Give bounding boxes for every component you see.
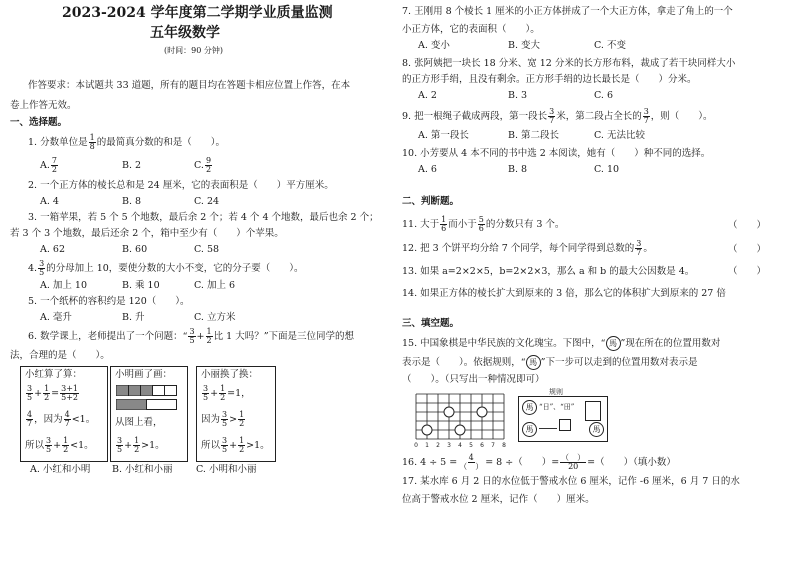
q5-option-a[interactable]: A. 毫升 [40, 312, 72, 323]
right-column [398, 0, 794, 561]
question-10: 10. 小芳要从 4 本不同的书中选 2 本阅读，她有（ ）种不同的选择。 [402, 148, 711, 159]
svg-text:3: 3 [447, 442, 451, 449]
q10-option-a[interactable]: A. 6 [418, 164, 437, 175]
svg-text:7: 7 [491, 442, 495, 449]
horse-piece-icon: 馬 [606, 336, 621, 351]
q9-option-b[interactable]: B. 第二段长 [508, 130, 560, 141]
q4-option-b[interactable]: B. 乘 10 [122, 280, 160, 291]
exam-title: 2023-2024 学年度第二学期学业质量监测 [62, 5, 333, 21]
xiaoming-line-1: 从图上看， [115, 417, 163, 428]
svg-text:4: 4 [458, 442, 462, 449]
q9-option-c[interactable]: C. 无法比较 [594, 130, 645, 141]
q3-option-c[interactable]: C. 58 [194, 244, 220, 255]
fraction: $\frac{1}{8}$ [89, 133, 95, 151]
xiaoli-fractions: $\frac{3}{5}$ + $\frac{1}{2}$ =1， [203, 384, 251, 402]
rule-legend-box [518, 388, 608, 442]
instructions-line-2: 卷上作答无效。 [10, 100, 77, 111]
rule-legend-text: “日”、“田” [539, 403, 575, 411]
section-judge-heading: 二、判断题。 [402, 196, 460, 207]
q11-answer-paren[interactable]: （ ） [728, 220, 767, 231]
svg-text:6: 6 [480, 442, 484, 449]
q10-option-c[interactable]: C. 10 [594, 164, 620, 175]
question-8-line-2: 的正方形手绢，且没有剩余。正方形手绢的边长最长是（ ）分米。 [402, 74, 697, 85]
q1-option-c[interactable]: C. $\frac{9}{2}$ [194, 156, 212, 174]
question-7-line-1: 7. 王刚用 8 个棱长 1 厘米的小正方体拼成了一个大正方体，拿走了角上的一个 [402, 6, 733, 17]
q5-option-c[interactable]: C. 立方米 [194, 312, 236, 323]
section-fill-heading: 三、填空题。 [402, 318, 460, 329]
q8-option-a[interactable]: A. 2 [418, 90, 437, 101]
question-7-line-2: 小正方体，它的表面积（ ）。 [402, 24, 540, 35]
q9-option-a[interactable]: A. 第一段长 [418, 130, 469, 141]
bar-diagram [116, 385, 182, 411]
q2-option-c[interactable]: C. 24 [194, 196, 220, 207]
xiaoming-box [110, 366, 188, 462]
xiaoli-line-2: 所以 $\frac{3}{5}$ + $\frac{1}{2}$ >1。 [201, 436, 270, 454]
question-17-line-1: 17. 某水库 6 月 2 日的水位低于警戒水位 6 厘米，记作 -6 厘米，6 月 7 日的水 [402, 476, 740, 487]
horse-piece-icon: 馬 [589, 422, 604, 437]
q8-option-b[interactable]: B. 3 [508, 90, 528, 101]
q7-option-c[interactable]: C. 不变 [594, 40, 626, 51]
question-3-line-1: 3. 一箱苹果，若 5 个 5 个地数，最后余 2 个；若 4 个 4 个地数，最后也余 2 个； [28, 212, 379, 223]
rule-legend-title: 规则 [549, 388, 563, 396]
q2-option-a[interactable]: A. 4 [40, 196, 59, 207]
q4-option-a[interactable]: A. 加上 10 [40, 280, 88, 291]
horse-piece-icon-2: 馬 [526, 355, 541, 370]
question-3-line-2: 若 3 个 3 个地数，最后还余 2 个，箱中至少有（ ）个苹果。 [10, 228, 284, 239]
exam-time: (时间：90 分钟) [164, 46, 223, 55]
xiaoli-title: 小丽换了换： [201, 369, 259, 380]
xiaohong-step-3: 所以 $\frac{3}{5}$ + $\frac{1}{2}$ <1。 [25, 436, 94, 454]
q3-option-b[interactable]: B. 60 [122, 244, 148, 255]
xiaoming-line-2: $\frac{3}{5}$ + $\frac{1}{2}$ >1。 [117, 436, 165, 454]
question-15-line-3: （ ）。（只写出一种情况即可） [402, 374, 545, 385]
question-4: 4. $\frac{3}{5}$ 的分母加上 10，要使分数的大小不变，它的分子要（ ）。 [28, 259, 304, 277]
question-8-line-1: 8. 张阿姨把一块长 18 分米、宽 12 分米的长方形布料，裁成了若干块同样大小 [402, 58, 736, 69]
chess-board-diagram [404, 388, 514, 450]
move-line [539, 428, 557, 429]
xiaohong-step-1: $\frac{3}{5}$ + $\frac{1}{2}$ = $\frac{3+1}{5+2}$ [27, 384, 79, 402]
move-rectangle [585, 401, 601, 421]
exam-subject: 五年级数学 [150, 25, 220, 41]
q7-option-a[interactable]: A. 变小 [418, 40, 450, 51]
q13-answer-paren[interactable]: （ ） [728, 266, 767, 277]
xiaoming-title: 小明画了画： [115, 369, 173, 380]
question-6-line-2: 法，合理的是（ ）。 [10, 350, 110, 361]
q5-option-b[interactable]: B. 升 [122, 312, 145, 323]
q7-option-b[interactable]: B. 变大 [508, 40, 541, 51]
question-2: 2. 一个正方体的棱长总和是 24 厘米，它的表面积是（ ）平方厘米。 [28, 180, 334, 191]
q6-option-c[interactable]: C. 小明和小丽 [196, 464, 257, 475]
q1-option-b[interactable]: B. 2 [122, 160, 142, 171]
section-choice-heading: 一、选择题。 [10, 117, 68, 128]
q8-option-c[interactable]: C. 6 [594, 90, 614, 101]
q4-option-c[interactable]: C. 加上 6 [194, 280, 236, 291]
q10-option-b[interactable]: B. 8 [508, 164, 528, 175]
question-15-line-2: 表示是（ ）。依据规则，“ 馬 ”下一步可以走到的位置用数对表示是 [402, 357, 698, 368]
xiaoli-box [196, 366, 276, 462]
q1-option-a[interactable]: A. $\frac{7}{2}$ [40, 156, 57, 174]
q2-option-b[interactable]: B. 8 [122, 196, 142, 207]
question-9: 9. 把一根绳子截成两段，第一段长 $\frac{3}{7}$ 米，第二段占全长的 $\frac{3}{7}$ ，则（ ）。 [402, 107, 713, 125]
question-17-line-2: 位高于警戒水位 2 厘米，记作（ ）厘米。 [402, 494, 595, 505]
instructions-line-1: 作答要求：本试题共 33 道题，所有的题目均在答题卡相应位置上作答，在本 [28, 80, 351, 91]
question-16: 16. 4 ÷ 5 = $\frac{4}{( )}$ = 8 ÷（ ）= $\frac{( )}{20}$ =（ ）（填小数） [402, 453, 676, 471]
xiaohong-title: 小红算了算： [25, 369, 83, 380]
q6-option-a[interactable]: A. 小红和小明 [30, 464, 91, 475]
question-11: 11. 大于 $\frac{1}{6}$ 而小于 $\frac{5}{6}$ 的分数只有 3 个。 [402, 215, 565, 233]
svg-text:1: 1 [425, 442, 429, 449]
question-1: 1. 分数单位是 $\frac{1}{8}$ 的最简真分数的和是（ ）。 [28, 133, 225, 151]
svg-text:0: 0 [414, 442, 418, 449]
horse-piece-icon: 馬 [522, 422, 537, 437]
question-12: 12. 把 3 个饼平均分给 7 个同学，每个同学得到总数的 $\frac{3}{7}$ 。 [402, 239, 653, 257]
question-15-line-1: 15. 中国象棋是中华民族的文化瑰宝。下图中，“ 馬 ”现在所在的位置用数对 [402, 338, 721, 349]
horse-piece-icon: 馬 [522, 400, 537, 415]
q12-answer-paren[interactable]: （ ） [728, 244, 767, 255]
question-6: 6. 数学课上，老师提出了一个问题：“ $\frac{3}{5}$ + $\frac{1}{2}$ 比 1 大吗？”下面是三位同学的想 [28, 327, 355, 345]
move-square [559, 419, 571, 431]
xiaohong-box [20, 366, 108, 462]
svg-text:2: 2 [436, 442, 440, 449]
question-5: 5. 一个纸杯的容积约是 120（ ）。 [28, 296, 190, 307]
xiaohong-step-2: $\frac{4}{7}$ ，因为 $\frac{4}{7}$ <1。 [27, 410, 96, 428]
q6-option-b[interactable]: B. 小红和小丽 [112, 464, 173, 475]
svg-text:5: 5 [469, 442, 473, 449]
q3-option-a[interactable]: A. 62 [40, 244, 65, 255]
question-13: 13. 如果 a=2×2×5，b=2×2×3，那么 a 和 b 的最大公因数是 4。 [402, 266, 695, 277]
xiaoli-line-1: 因为 $\frac{3}{5}$ > $\frac{1}{2}$ [201, 410, 245, 428]
svg-text:8: 8 [502, 442, 506, 449]
question-14: 14. 如果正方体的棱长扩大到原来的 3 倍，那么它的体积扩大到原来的 27 倍 [402, 288, 726, 299]
